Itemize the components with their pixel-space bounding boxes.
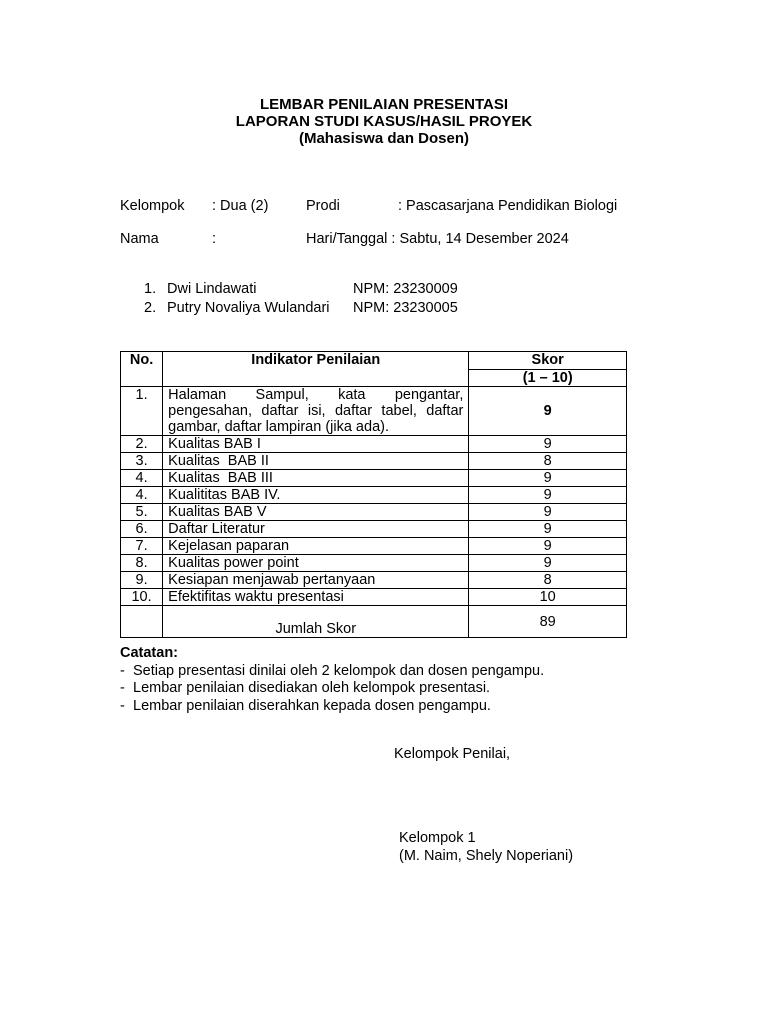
row-skor: 9 xyxy=(469,538,627,555)
row-no: 10. xyxy=(121,589,163,606)
total-value: 89 xyxy=(469,606,627,638)
row-indikator: Kejelasan paparan xyxy=(163,538,469,555)
note-text: Lembar penilaian disediakan oleh kelompok presentasi. xyxy=(133,680,491,696)
table-row xyxy=(121,504,627,521)
row-indikator: Kesiapan menjawab pertanyaan xyxy=(163,572,469,589)
row-indikator: Kualitas BAB V xyxy=(163,504,469,521)
signature-group: Kelompok 1 xyxy=(399,830,476,846)
row-skor: 9 xyxy=(469,521,627,538)
table-header-row xyxy=(121,352,627,370)
kelompok-label: Kelompok xyxy=(120,198,185,214)
col-skor-range: (1 – 10) xyxy=(469,369,627,387)
notes-title: Catatan: xyxy=(120,645,179,661)
member-1-number: 1. xyxy=(144,281,157,297)
table-row xyxy=(121,572,627,589)
row-no: 4. xyxy=(121,470,163,487)
row-no: 5. xyxy=(121,504,163,521)
row-skor: 9 xyxy=(469,387,627,436)
table-row xyxy=(121,589,627,606)
note-item: - Setiap presentasi dinilai oleh 2 kelompok dan dosen pengampu. xyxy=(120,662,545,679)
notes-section xyxy=(120,645,544,715)
nama-value: : xyxy=(212,231,217,247)
row-indikator: Kualitas BAB I xyxy=(163,436,469,453)
prodi-value: : Pascasarjana Pendidikan Biologi xyxy=(398,198,618,214)
row-no: 3. xyxy=(121,453,163,470)
signature-heading: Kelompok Penilai, xyxy=(394,746,511,762)
row-skor: 9 xyxy=(469,470,627,487)
member-2-name: Putry Novaliya Wulandari xyxy=(167,300,330,316)
table-row xyxy=(121,387,627,436)
note-text: Setiap presentasi dinilai oleh 2 kelompok dan dosen pengampu. xyxy=(133,662,545,679)
row-skor: 9 xyxy=(469,555,627,572)
row-no: 1. xyxy=(121,387,163,436)
member-1-npm: NPM: 23230009 xyxy=(353,281,458,297)
row-no: 6. xyxy=(121,521,163,538)
row-indikator: Kualitas BAB II xyxy=(163,453,469,470)
row-skor: 8 xyxy=(469,453,627,470)
note-item: - Lembar penilaian disediakan oleh kelompok presentasi. xyxy=(120,680,491,696)
title-line-1: LEMBAR PENILAIAN PRESENTASI xyxy=(259,96,509,113)
row-indikator: Daftar Literatur xyxy=(163,521,469,538)
kelompok-value: : Dua (2) xyxy=(212,198,269,214)
row-indikator: Efektifitas waktu presentasi xyxy=(163,589,469,606)
member-2-number: 2. xyxy=(144,300,157,316)
row-indikator: Kualititas BAB IV. xyxy=(163,487,469,504)
row-no: 8. xyxy=(121,555,163,572)
note-item: - Lembar penilaian diserahkan kepada dosen pengampu. xyxy=(120,697,491,714)
col-no-header: No. xyxy=(121,352,163,387)
row-indikator: Halaman Sampul, kata pengantar, pengesahan, daftar isi, daftar tabel, daftar gambar, daftar lampiran (jika ada). xyxy=(163,387,469,436)
col-indikator-header: Indikator Penilaian xyxy=(163,352,469,387)
total-label: Jumlah Skor xyxy=(163,606,469,638)
prodi-label: Prodi xyxy=(306,198,340,214)
row-indikator: Kualitas power point xyxy=(163,555,469,572)
col-skor-header: Skor xyxy=(469,352,627,370)
row-no: 7. xyxy=(121,538,163,555)
row-skor: 9 xyxy=(469,504,627,521)
title-line-3: (Mahasiswa dan Dosen) xyxy=(298,130,470,147)
table-row xyxy=(121,470,627,487)
table-row xyxy=(121,538,627,555)
row-skor: 8 xyxy=(469,572,627,589)
member-1-name: Dwi Lindawati xyxy=(167,281,257,297)
nama-label: Nama xyxy=(120,231,159,247)
score-table xyxy=(120,351,627,638)
member-2-npm: NPM: 23230005 xyxy=(353,300,458,316)
title-line-2: LAPORAN STUDI KASUS/HASIL PROYEK xyxy=(235,113,533,130)
table-row xyxy=(121,487,627,504)
signature-names: (M. Naim, Shely Noperiani) xyxy=(399,848,574,864)
row-no: 9. xyxy=(121,572,163,589)
row-skor: 9 xyxy=(469,487,627,504)
table-row xyxy=(121,521,627,538)
hari-tanggal: Hari/Tanggal : Sabtu, 14 Desember 2024 xyxy=(306,231,569,247)
total-no-cell xyxy=(121,606,163,638)
table-row xyxy=(121,453,627,470)
row-no: 2. xyxy=(121,436,163,453)
table-row xyxy=(121,555,627,572)
note-text: Lembar penilaian diserahkan kepada dosen pengampu. xyxy=(133,697,491,714)
table-row xyxy=(121,436,627,453)
row-skor: 9 xyxy=(469,436,627,453)
row-indikator: Kualitas BAB III xyxy=(163,470,469,487)
row-no: 4. xyxy=(121,487,163,504)
table-total-row xyxy=(121,606,627,638)
row-skor: 10 xyxy=(469,589,627,606)
